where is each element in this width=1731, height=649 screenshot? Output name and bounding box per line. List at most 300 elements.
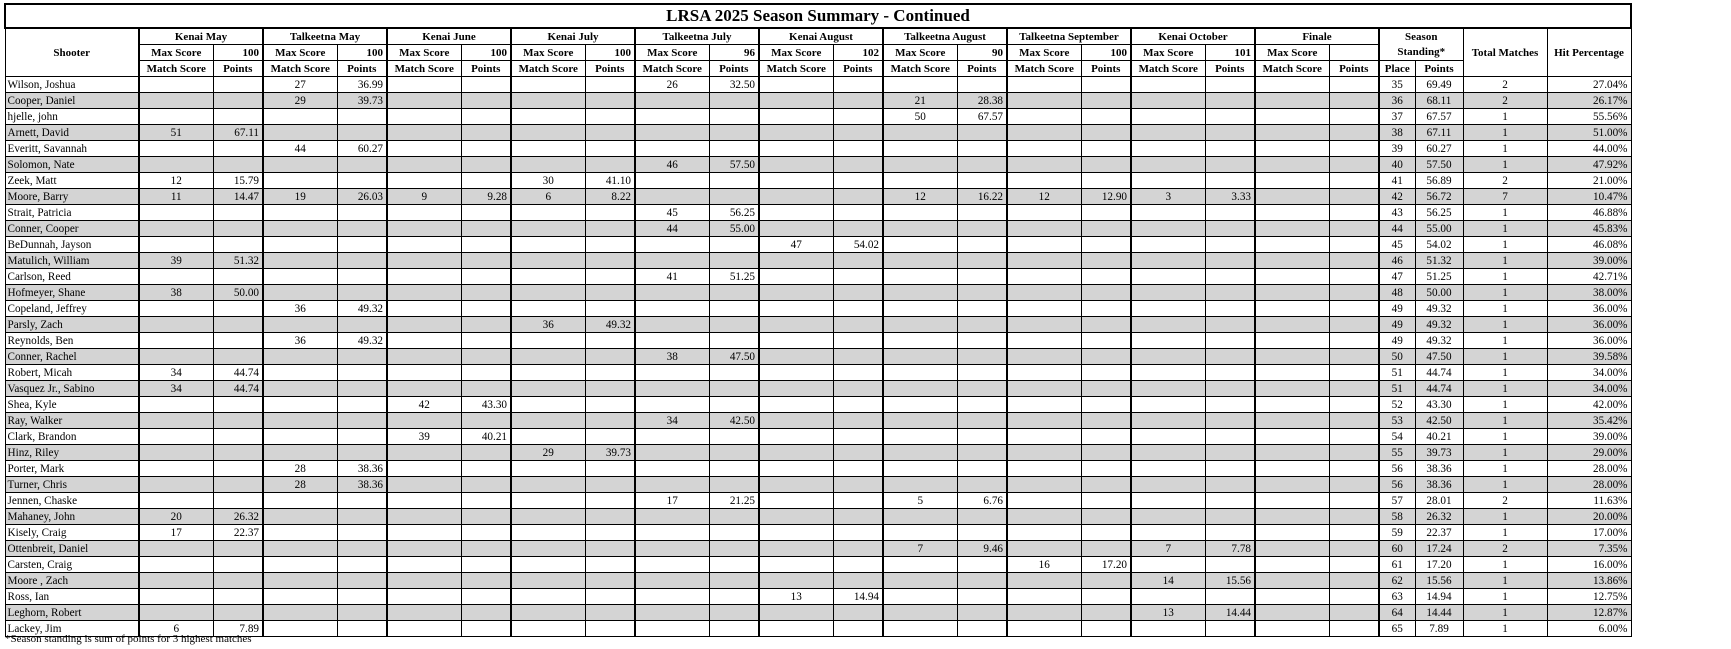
match-points-cell	[1329, 445, 1379, 461]
match-score-cell	[511, 365, 585, 381]
match-score-cell	[139, 541, 213, 557]
match-points-cell	[461, 349, 511, 365]
match-score-cell	[263, 445, 337, 461]
max-score-value: 90	[957, 45, 1007, 61]
match-points-cell: 49.32	[337, 301, 387, 317]
match-points-cell	[1081, 397, 1131, 413]
match-score-cell	[635, 621, 709, 637]
match-points-cell	[461, 493, 511, 509]
match-score-cell	[139, 93, 213, 109]
match-points-cell	[709, 429, 759, 445]
match-score-cell	[387, 109, 461, 125]
match-score-cell	[759, 541, 833, 557]
match-points-cell	[833, 93, 883, 109]
shooter-name: Conner, Cooper	[5, 221, 139, 237]
match-score-cell	[759, 269, 833, 285]
match-score-cell	[759, 429, 833, 445]
match-points-cell	[585, 109, 635, 125]
match-score-cell	[263, 365, 337, 381]
match-score-cell	[1007, 237, 1081, 253]
match-score-cell	[1255, 525, 1329, 541]
match-score-cell	[883, 573, 957, 589]
match-score-cell	[1007, 253, 1081, 269]
match-score-cell	[387, 541, 461, 557]
match-points-cell	[957, 141, 1007, 157]
match-points-cell	[709, 173, 759, 189]
match-score-cell	[139, 349, 213, 365]
match-score-cell: 38	[139, 285, 213, 301]
match-score-cell	[1131, 621, 1205, 637]
total-matches-cell: 1	[1463, 621, 1547, 637]
match-score-cell	[635, 237, 709, 253]
match-score-cell	[139, 221, 213, 237]
match-points-cell	[833, 461, 883, 477]
match-score-cell	[635, 397, 709, 413]
place-cell: 48	[1379, 285, 1415, 301]
match-points-cell	[957, 253, 1007, 269]
match-score-cell	[1007, 125, 1081, 141]
place-cell: 61	[1379, 557, 1415, 573]
match-score-cell	[1255, 173, 1329, 189]
total-matches-cell: 7	[1463, 189, 1547, 205]
table-row	[5, 205, 1631, 221]
match-score-cell	[1255, 205, 1329, 221]
match-score-cell	[883, 157, 957, 173]
match-points-cell	[709, 605, 759, 621]
match-points-cell	[1205, 269, 1255, 285]
match-points-cell	[833, 605, 883, 621]
match-points-cell: 49.32	[585, 317, 635, 333]
match-score-cell	[883, 205, 957, 221]
match-points-cell	[709, 381, 759, 397]
match-points-cell	[1081, 445, 1131, 461]
hit-percentage-cell: 10.47%	[1547, 189, 1631, 205]
match-score-cell	[1007, 381, 1081, 397]
match-points-cell	[957, 125, 1007, 141]
match-points-cell	[585, 381, 635, 397]
match-points-cell	[957, 445, 1007, 461]
match-points-cell: 6.76	[957, 493, 1007, 509]
match-score-cell	[511, 557, 585, 573]
match-points-cell	[1081, 477, 1131, 493]
match-score-cell	[1255, 509, 1329, 525]
match-points-cell	[833, 301, 883, 317]
total-matches-cell: 1	[1463, 317, 1547, 333]
standing-points-cell: 55.00	[1415, 221, 1463, 237]
match-points-cell	[461, 173, 511, 189]
match-points-cell	[213, 461, 263, 477]
match-points-cell	[337, 253, 387, 269]
match-points-cell	[461, 317, 511, 333]
hit-percentage-cell: 16.00%	[1547, 557, 1631, 573]
match-points-cell	[833, 509, 883, 525]
match-score-cell	[263, 269, 337, 285]
total-matches-cell: 1	[1463, 333, 1547, 349]
total-matches-header: Total Matches	[1463, 28, 1547, 77]
hit-percentage-cell: 6.00%	[1547, 621, 1631, 637]
match-score-cell: 6	[511, 189, 585, 205]
match-score-cell	[387, 125, 461, 141]
match-points-cell	[585, 285, 635, 301]
match-points-cell	[833, 429, 883, 445]
match-points-cell	[957, 269, 1007, 285]
match-score-cell	[635, 285, 709, 301]
match-score-cell	[759, 253, 833, 269]
standing-points-cell: 47.50	[1415, 349, 1463, 365]
match-score-cell	[139, 557, 213, 573]
total-matches-cell: 1	[1463, 525, 1547, 541]
match-points-cell	[1081, 301, 1131, 317]
match-score-cell: 30	[511, 173, 585, 189]
match-points-cell	[709, 317, 759, 333]
shooter-name: Everitt, Savannah	[5, 141, 139, 157]
shooter-name: Hofmeyer, Shane	[5, 285, 139, 301]
place-cell: 38	[1379, 125, 1415, 141]
match-points-cell	[461, 125, 511, 141]
match-score-cell	[883, 269, 957, 285]
match-points-cell	[337, 525, 387, 541]
match-score-cell	[1255, 349, 1329, 365]
shooter-name: Lackey, Jim	[5, 621, 139, 637]
match-points-cell	[833, 493, 883, 509]
match-points-cell	[833, 109, 883, 125]
match-points-cell	[1329, 285, 1379, 301]
match-points-cell	[461, 381, 511, 397]
match-points-cell: 44.74	[213, 365, 263, 381]
match-score-cell	[1007, 221, 1081, 237]
match-points-cell	[833, 285, 883, 301]
match-score-cell	[387, 285, 461, 301]
match-score-cell	[1007, 157, 1081, 173]
match-score-cell	[1255, 381, 1329, 397]
match-points-cell	[957, 205, 1007, 221]
total-matches-cell: 1	[1463, 381, 1547, 397]
match-points-cell	[1081, 157, 1131, 173]
total-matches-cell: 1	[1463, 461, 1547, 477]
match-score-cell	[1131, 221, 1205, 237]
match-score-cell	[387, 413, 461, 429]
match-score-cell	[635, 173, 709, 189]
place-cell: 63	[1379, 589, 1415, 605]
match-score-cell	[139, 493, 213, 509]
match-score-cell	[1007, 605, 1081, 621]
match-score-cell	[263, 125, 337, 141]
match-points-cell	[1329, 93, 1379, 109]
match-points-cell	[709, 189, 759, 205]
match-score-cell	[1255, 445, 1329, 461]
total-matches-cell: 1	[1463, 301, 1547, 317]
place-cell: 36	[1379, 93, 1415, 109]
max-score-value: 96	[709, 45, 759, 61]
match-points-cell	[1205, 221, 1255, 237]
match-points-cell	[213, 141, 263, 157]
match-points-cell	[1081, 77, 1131, 93]
match-score-cell	[511, 349, 585, 365]
match-score-cell	[1007, 317, 1081, 333]
match-points-cell: 14.44	[1205, 605, 1255, 621]
match-score-cell: 50	[883, 109, 957, 125]
match-points-cell: 14.47	[213, 189, 263, 205]
match-score-cell	[139, 269, 213, 285]
match-score-cell	[1255, 461, 1329, 477]
match-points-cell	[957, 573, 1007, 589]
max-score-value	[1329, 45, 1379, 61]
match-score-cell	[511, 397, 585, 413]
match-score-cell	[139, 573, 213, 589]
match-score-cell	[759, 445, 833, 461]
match-points-cell: 17.20	[1081, 557, 1131, 573]
match-points-cell	[1329, 493, 1379, 509]
place-cell: 53	[1379, 413, 1415, 429]
match-name-header: Kenai June	[387, 28, 511, 45]
footnote: *Season standing is sum of points for 3 highest matches	[5, 633, 252, 645]
hit-percentage-cell: 7.35%	[1547, 541, 1631, 557]
match-score-cell	[883, 477, 957, 493]
match-points-cell	[1329, 557, 1379, 573]
shooter-name: Kisely, Craig	[5, 525, 139, 541]
match-points-cell	[833, 77, 883, 93]
match-score-cell	[263, 253, 337, 269]
match-points-cell	[1081, 141, 1131, 157]
match-points-cell	[1329, 573, 1379, 589]
match-points-cell	[461, 445, 511, 461]
match-score-cell	[1255, 397, 1329, 413]
match-points-cell	[1329, 429, 1379, 445]
match-points-cell	[1329, 397, 1379, 413]
standing-points-cell: 38.36	[1415, 461, 1463, 477]
match-points-cell: 44.74	[213, 381, 263, 397]
match-score-cell	[1255, 125, 1329, 141]
match-score-cell	[1007, 77, 1081, 93]
match-score-cell	[263, 349, 337, 365]
standing-points-cell: 51.32	[1415, 253, 1463, 269]
match-score-cell	[883, 173, 957, 189]
match-points-cell	[461, 333, 511, 349]
match-points-cell	[213, 557, 263, 573]
standing-points-cell: 44.74	[1415, 381, 1463, 397]
max-score-label: Max Score	[1131, 45, 1205, 61]
standing-points-cell: 14.94	[1415, 589, 1463, 605]
hit-percentage-cell: 34.00%	[1547, 381, 1631, 397]
match-score-cell	[1131, 349, 1205, 365]
match-points-cell	[1081, 237, 1131, 253]
shooter-name: Wilson, Joshua	[5, 77, 139, 93]
standing-points-cell: 40.21	[1415, 429, 1463, 445]
match-points-cell	[1205, 461, 1255, 477]
match-score-cell	[1007, 429, 1081, 445]
place-cell: 54	[1379, 429, 1415, 445]
match-score-cell	[759, 493, 833, 509]
place-cell: 60	[1379, 541, 1415, 557]
match-score-cell	[759, 125, 833, 141]
match-points-cell	[1329, 253, 1379, 269]
match-points-cell	[213, 301, 263, 317]
match-points-cell	[1081, 317, 1131, 333]
match-points-cell	[337, 317, 387, 333]
place-cell: 44	[1379, 221, 1415, 237]
match-score-cell	[1255, 93, 1329, 109]
match-score-cell	[1255, 189, 1329, 205]
match-points-cell	[1081, 381, 1131, 397]
place-cell: 49	[1379, 317, 1415, 333]
points-header: Points	[1081, 61, 1131, 77]
match-score-cell	[511, 269, 585, 285]
match-score-cell	[139, 589, 213, 605]
max-score-label: Max Score	[511, 45, 585, 61]
match-score-cell	[1255, 413, 1329, 429]
match-score-cell	[1131, 173, 1205, 189]
match-score-cell	[759, 93, 833, 109]
match-points-cell	[585, 125, 635, 141]
max-score-value: 100	[585, 45, 635, 61]
match-points-cell	[957, 285, 1007, 301]
match-score-cell	[139, 333, 213, 349]
match-points-cell	[709, 109, 759, 125]
hit-percentage-cell: 55.56%	[1547, 109, 1631, 125]
match-points-cell	[1329, 157, 1379, 173]
match-score-cell	[759, 525, 833, 541]
match-score-cell	[759, 605, 833, 621]
match-score-cell	[511, 301, 585, 317]
table-row	[5, 381, 1631, 397]
match-points-cell	[461, 557, 511, 573]
match-score-cell	[1007, 397, 1081, 413]
match-points-cell	[833, 445, 883, 461]
match-points-cell: 21.25	[709, 493, 759, 509]
table-row	[5, 157, 1631, 173]
match-points-cell	[337, 493, 387, 509]
match-score-cell	[387, 141, 461, 157]
standing-points-cell: 56.72	[1415, 189, 1463, 205]
points-header: Points	[1205, 61, 1255, 77]
match-score-cell	[511, 605, 585, 621]
match-points-cell	[1081, 93, 1131, 109]
match-points-cell	[213, 429, 263, 445]
match-points-cell	[461, 573, 511, 589]
place-cell: 47	[1379, 269, 1415, 285]
match-points-cell	[1205, 205, 1255, 221]
match-points-cell	[585, 573, 635, 589]
match-points-cell	[1081, 525, 1131, 541]
shooter-name: Strait, Patricia	[5, 205, 139, 221]
match-points-cell: 39.73	[585, 445, 635, 461]
match-points-cell: 7.89	[213, 621, 263, 637]
match-points-cell	[709, 589, 759, 605]
table-row	[5, 285, 1631, 301]
match-points-cell	[585, 253, 635, 269]
match-points-cell	[1329, 301, 1379, 317]
match-score-cell	[139, 205, 213, 221]
hit-percentage-cell: 36.00%	[1547, 317, 1631, 333]
match-score-cell	[511, 125, 585, 141]
total-matches-cell: 1	[1463, 573, 1547, 589]
shooter-name: Zeek, Matt	[5, 173, 139, 189]
match-score-cell	[511, 509, 585, 525]
match-points-cell	[957, 173, 1007, 189]
match-score-cell	[1007, 589, 1081, 605]
match-points-cell	[833, 269, 883, 285]
match-points-cell	[1329, 221, 1379, 237]
match-score-cell: 7	[1131, 541, 1205, 557]
match-score-cell	[1131, 205, 1205, 221]
match-points-cell	[1081, 573, 1131, 589]
match-name-header: Kenai October	[1131, 28, 1255, 45]
match-score-cell: 34	[139, 381, 213, 397]
match-points-cell	[461, 269, 511, 285]
match-points-cell	[1329, 205, 1379, 221]
match-points-cell	[337, 205, 387, 221]
table-row	[5, 589, 1631, 605]
table-row	[5, 77, 1631, 93]
match-score-cell	[511, 525, 585, 541]
table-row	[5, 349, 1631, 365]
match-points-cell	[337, 509, 387, 525]
match-score-cell	[759, 109, 833, 125]
match-points-cell: 28.38	[957, 93, 1007, 109]
total-matches-cell: 1	[1463, 221, 1547, 237]
hit-percentage-cell: 44.00%	[1547, 141, 1631, 157]
match-points-cell	[833, 333, 883, 349]
match-points-cell	[833, 221, 883, 237]
match-points-cell	[709, 285, 759, 301]
match-score-cell: 44	[263, 141, 337, 157]
points-header: Points	[213, 61, 263, 77]
table-row	[5, 141, 1631, 157]
standing-points-cell: 14.44	[1415, 605, 1463, 621]
match-score-cell	[883, 605, 957, 621]
match-points-cell	[957, 477, 1007, 493]
match-points-cell	[957, 381, 1007, 397]
match-score-cell	[1007, 413, 1081, 429]
match-points-cell	[585, 205, 635, 221]
shooter-name: Carlson, Reed	[5, 269, 139, 285]
match-score-cell: 44	[635, 221, 709, 237]
match-score-cell	[511, 429, 585, 445]
match-points-cell: 51.32	[213, 253, 263, 269]
match-points-cell	[213, 77, 263, 93]
match-points-cell	[1205, 349, 1255, 365]
match-score-cell: 12	[883, 189, 957, 205]
hit-percentage-cell: 13.86%	[1547, 573, 1631, 589]
match-score-cell	[1255, 541, 1329, 557]
table-row	[5, 301, 1631, 317]
table-row	[5, 333, 1631, 349]
match-points-cell	[585, 237, 635, 253]
match-points-cell	[957, 301, 1007, 317]
match-points-cell: 51.25	[709, 269, 759, 285]
total-matches-cell: 1	[1463, 141, 1547, 157]
match-score-cell	[1131, 509, 1205, 525]
match-points-cell	[461, 525, 511, 541]
match-score-cell: 51	[139, 125, 213, 141]
standing-points-cell: 56.25	[1415, 205, 1463, 221]
match-score-cell	[1007, 93, 1081, 109]
total-matches-cell: 1	[1463, 253, 1547, 269]
match-points-cell	[213, 109, 263, 125]
match-points-cell: 60.27	[337, 141, 387, 157]
match-points-cell	[957, 525, 1007, 541]
match-points-cell: 7.78	[1205, 541, 1255, 557]
match-points-cell	[957, 221, 1007, 237]
match-score-cell	[511, 157, 585, 173]
match-points-cell	[709, 253, 759, 269]
match-score-header: Match Score	[635, 61, 709, 77]
match-points-cell	[1205, 109, 1255, 125]
match-score-cell	[387, 317, 461, 333]
match-points-cell	[1329, 141, 1379, 157]
match-score-cell	[759, 317, 833, 333]
match-score-cell	[883, 589, 957, 605]
